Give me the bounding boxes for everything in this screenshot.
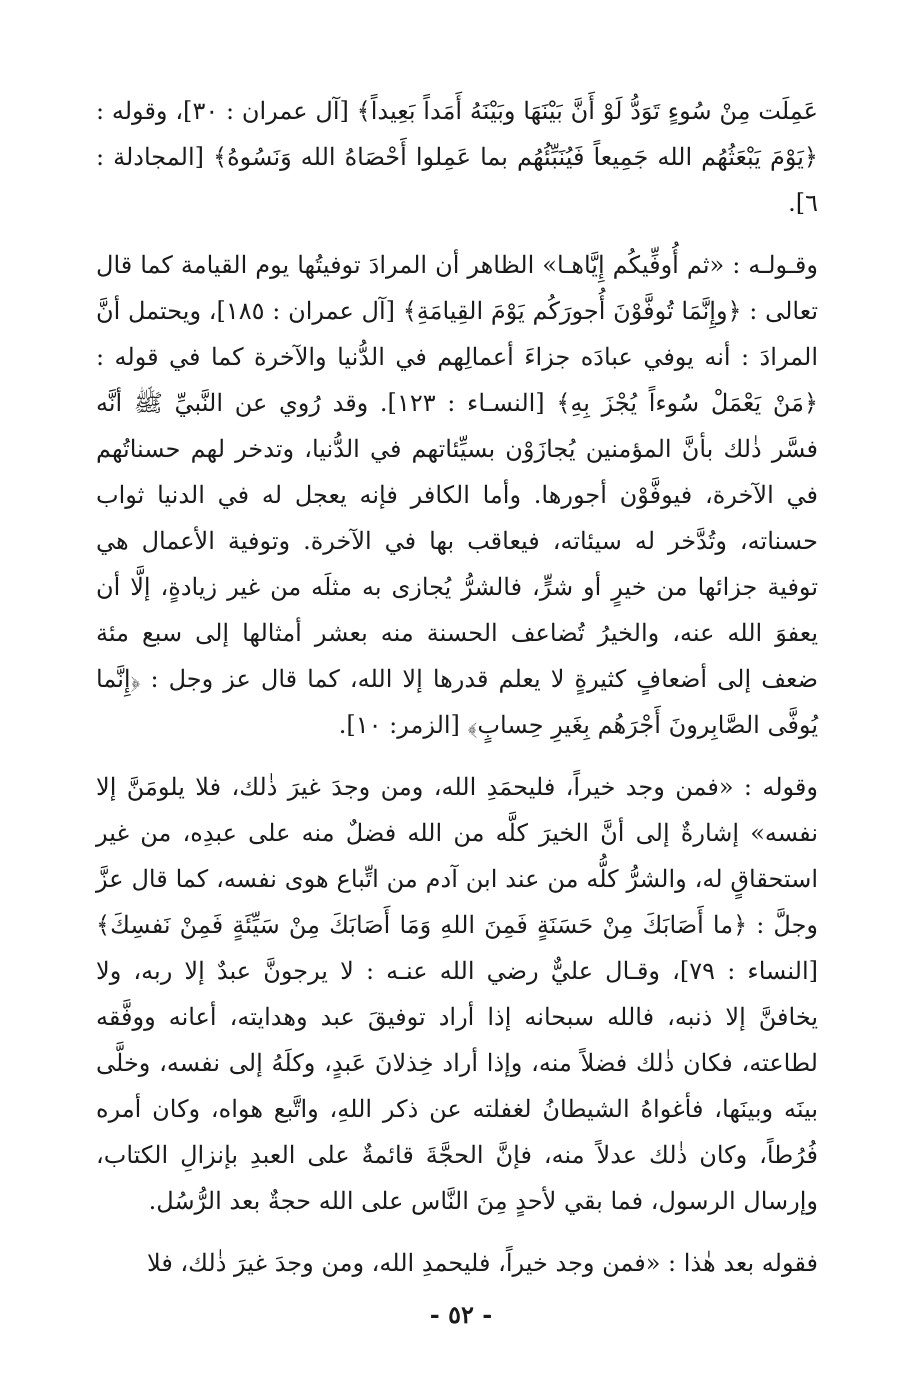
page-number: - ٥٢ - [429,1300,493,1329]
paragraph-3: وقوله : «فمن وجد خيراً، فليحمَدِ الله، ومن وجدَ غيرَ ذٰلك، فلا يلومَنَّ إلا نفسه» إشارةٌ إلى أنَّ الخيرَ كلَّه من الله فضلٌ منه على عبدِه، من غير استحقاقٍ له، والشرُّ كلُّه من عند ابن آدم من اتِّباع هوى نفسه، كما قال عزَّ وجلَّ : ﴿ما أَصَابَكَ مِنْ حَسَنَةٍ فَمِنَ اللهِ وَمَا أَصَابَكَ مِنْ سَيِّئَةٍ فَمِنْ نَفسِكَ﴾ [النساء : ٧٩]، وقـال عليٌّ رضي الله عنـه : لا يرجونَّ عبدٌ إلا ربه، ولا يخافنَّ إلا ذنبه، فالله سبحانه إذا أراد توفيقَ عبد وهدايته، أعانه ووفَّقه لطاعته، فكان ذٰلك فضلاً منه، وإذا أراد خِذلانَ عَبدٍ، وكلَهُ إلى نفسه، وخلَّى بينَه وبينَها، فأغواهُ الشيطانُ لغفلته عن ذكر اللهِ، واتَّبع هواه، وكان أمره فُرُطاً، وكان ذٰلك عدلاً منه، فإنَّ الحجَّةَ قائمةٌ على العبدِ بإنزالِ الكتاب، وإرسال الرسول، فما بقي لأحدٍ مِنَ النَّاس على الله حجةٌ بعد الرُّسُل. [96,773,819,1215]
paragraph-2: وقـولـه : «ثم أُوفِّيكُم إِيَّاهـا» الظاهر أن المرادَ توفيتُها يوم القيامة كما قال تعالى : ﴿وإِنَّمَا تُوفَّوْنَ أُجورَكُم يَوْمَ القِيامَةِ﴾ [آل عمران : ١٨٥]، ويحتمل أنَّ المرادَ : أنه يوفي عبادَه جزاءَ أعمالِهم في الدُّنيا والآخرة كما في قوله : ﴿مَنْ يَعْمَلْ سُوءاً يُجْزَ بِهِ﴾ [النسـاء : ١٢٣]. وقد رُوي عن النَّبيِّ ﷺ أنَّه فسَّر ذٰلك بأنَّ المؤمنين يُجازَوْن بسيِّئاتهم في الدُّنيا، وتدخر لهم حسناتُهم في الآخرة، فيوفَّوْن أجورها. وأما الكافر فإنه يعجل له في الدنيا ثواب حسناته، وتُدَّخر له سيئاته، فيعاقب بها في الآخرة. وتوفية الأعمال هي توفية جزائها من خيرٍ أو شرٍّ، فالشرُّ يُجازى به مثلَه من غير زيادةٍ، إلَّا أن يعفوَ الله عنه، والخيرُ تُضاعف الحسنة منه بعشر أمثالها إلى سبع مئة ضعف إلى أضعافٍ كثيرةٍ لا يعلم قدرها إلا الله، كما قال عز وجل : ﴿إِنَّما يُوفَّى الصَّابِرونَ أَجْرَهُم بِغَيرِ حِسابٍ﴾ [الزمر: ١٠]. [96,251,819,739]
paragraph-1: عَمِلَت مِنْ سُوءٍ تَوَدُّ لَوْ أَنَّ بَيْنَهَا وبَيْنَهُ أَمَداً بَعِيداً﴾ [آل عمران : ٣٠]، وقوله : ﴿يَوْمَ يَبْعَثُهُم الله جَمِيعاً فَيُنَبِّئُهُم بما عَمِلوا أَحْصَاهُ الله وَنَسُوهُ﴾ [المجادلة : ٦]. [96,97,819,217]
paragraph-4: فقوله بعد هٰذا : «فمن وجد خيراً، فليحمدِ الله، ومن وجدَ غيرَ ذٰلك، فلا [147,1249,818,1277]
page-body [96,88,818,1286]
